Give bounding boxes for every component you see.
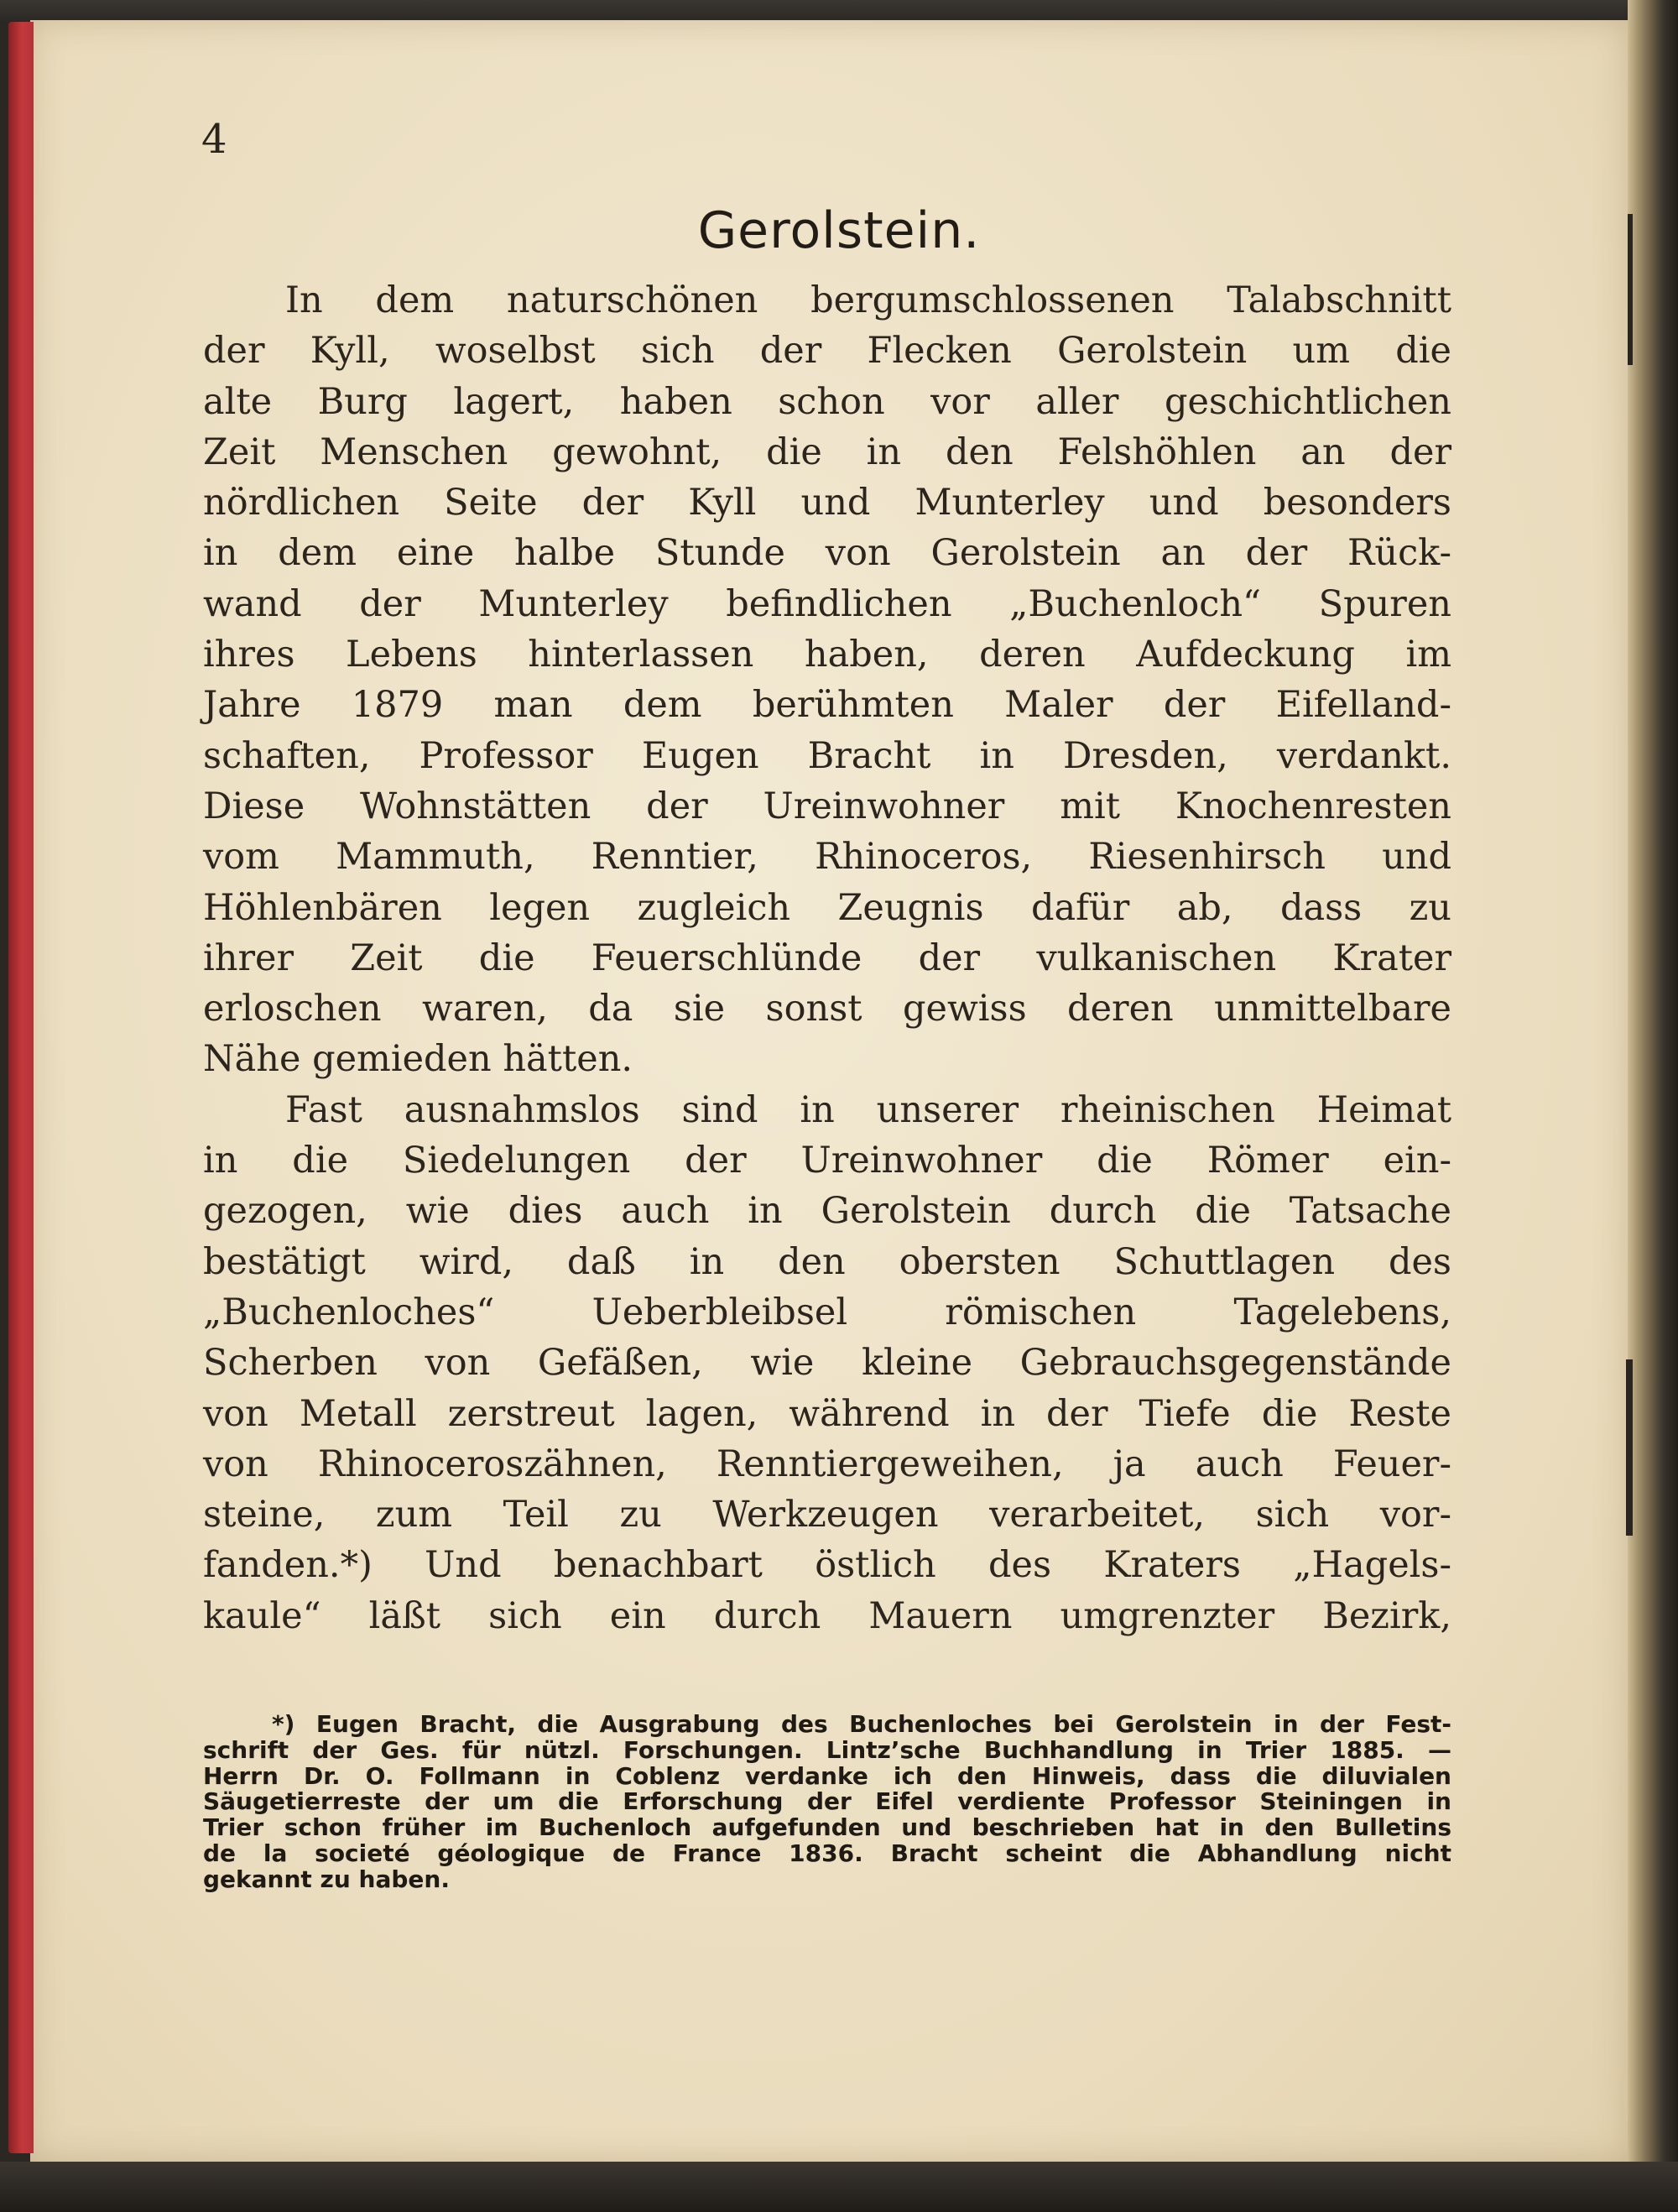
page-number: 4 [201, 116, 227, 163]
text-line: von Rhinoceroszähnen, Renntiergeweihen, ja auch Feuer- [203, 1442, 1451, 1485]
text-line: steine, zum Teil zu Werkzeugen verarbeitet, sich vor- [203, 1494, 1451, 1536]
text-line: nördlichen Seite der Kyll und Munterley und besonders [203, 482, 1451, 524]
footnote-line: de la societé géologique de France 1836. Bracht scheint die Abhandlung nicht [203, 1839, 1451, 1867]
text-line: gezogen, wie dies auch in Gerolstein durch die Tatsache [203, 1190, 1451, 1233]
text-line: Fast ausnahmslos sind in unserer rheinischen Heimat [285, 1088, 1451, 1131]
text-line: ihres Lebens hinterlassen haben, deren Aufdeckung im [203, 634, 1451, 676]
text-line: Höhlenbären legen zugleich Zeugnis dafür ab, dass zu [203, 886, 1451, 929]
footnote-line: Trier schon früher im Buchenloch aufgefunden und beschrieben hat in den Bulletins [203, 1813, 1451, 1842]
scan-background-bottom [0, 2162, 1678, 2212]
page-edge-right [1628, 0, 1678, 2212]
text-line: der Kyll, woselbst sich der Flecken Gerolstein um die [203, 330, 1451, 373]
main-text [203, 275, 1451, 1641]
text-line: Scherben von Gefäßen, wie kleine Gebrauchsgegenstände [203, 1342, 1451, 1385]
text-line: In dem naturschönen bergumschlossenen Talabschnitt [285, 279, 1451, 321]
text-line: Zeit Menschen gewohnt, die in den Felshöhlen an der [203, 430, 1451, 473]
text-line: in die Siedelungen der Ureinwohner die Römer ein- [203, 1140, 1451, 1182]
text-line: kaule“ läßt sich ein durch Mauern umgrenzter Bezirk, [203, 1594, 1451, 1637]
text-line: von Metall zerstreut lagen, während in der Tiefe die Reste [203, 1392, 1451, 1435]
text-line: wand der Munterley befindlichen „Buchenloch“ Spuren [203, 582, 1451, 625]
page-edge-mark [1626, 1359, 1633, 1536]
red-book-spine [8, 22, 34, 2153]
text-line: in dem eine halbe Stunde von Gerolstein an der Rück- [203, 532, 1451, 575]
footnote-line: gekannt zu haben. [203, 1865, 450, 1893]
text-line: erloschen waren, da sie sonst gewiss deren unmittelbare [203, 988, 1451, 1030]
footnote-line: *) Eugen Bracht, die Ausgrabung des Buchenloches bei Gerolstein in der Fest- [272, 1710, 1451, 1738]
text-line: fanden.*) Und benachbart östlich des Kraters „Hagels- [203, 1544, 1451, 1587]
text-line: alte Burg lagert, haben schon vor aller geschichtlichen [203, 380, 1451, 423]
text-line: „Buchenloches“ Ueberbleibsel römischen Tagelebens, [203, 1291, 1451, 1333]
text-line: bestätigt wird, daß in den obersten Schuttlagen des [203, 1240, 1451, 1283]
text-line: ihrer Zeit die Feuerschlünde der vulkanischen Krater [203, 936, 1451, 979]
text-line: Diese Wohnstätten der Ureinwohner mit Knochenresten [203, 785, 1451, 827]
footnote [203, 1712, 1451, 1893]
footnote-line: schrift der Ges. für nützl. Forschungen. Lintz’sche Buchhandlung in Trier 1885. — [203, 1735, 1451, 1764]
text-line: schaften, Professor Eugen Bracht in Dresden, verdankt. [203, 734, 1451, 777]
text-line: Nähe gemieden hätten. [203, 1038, 633, 1081]
page-title: Gerolstein. [697, 201, 981, 260]
text-line: vom Mammuth, Renntier, Rhinoceros, Riesenhirsch und [203, 836, 1451, 879]
footnote-line: Säugetierreste der um die Erforschung der Eifel verdiente Professor Steiningen in [203, 1787, 1451, 1816]
footnote-line: Herrn Dr. O. Follmann in Coblenz verdanke ich den Hinweis, dass die diluvialen [203, 1761, 1451, 1790]
text-line: Jahre 1879 man dem berühmten Maler der Eifelland- [203, 684, 1451, 727]
